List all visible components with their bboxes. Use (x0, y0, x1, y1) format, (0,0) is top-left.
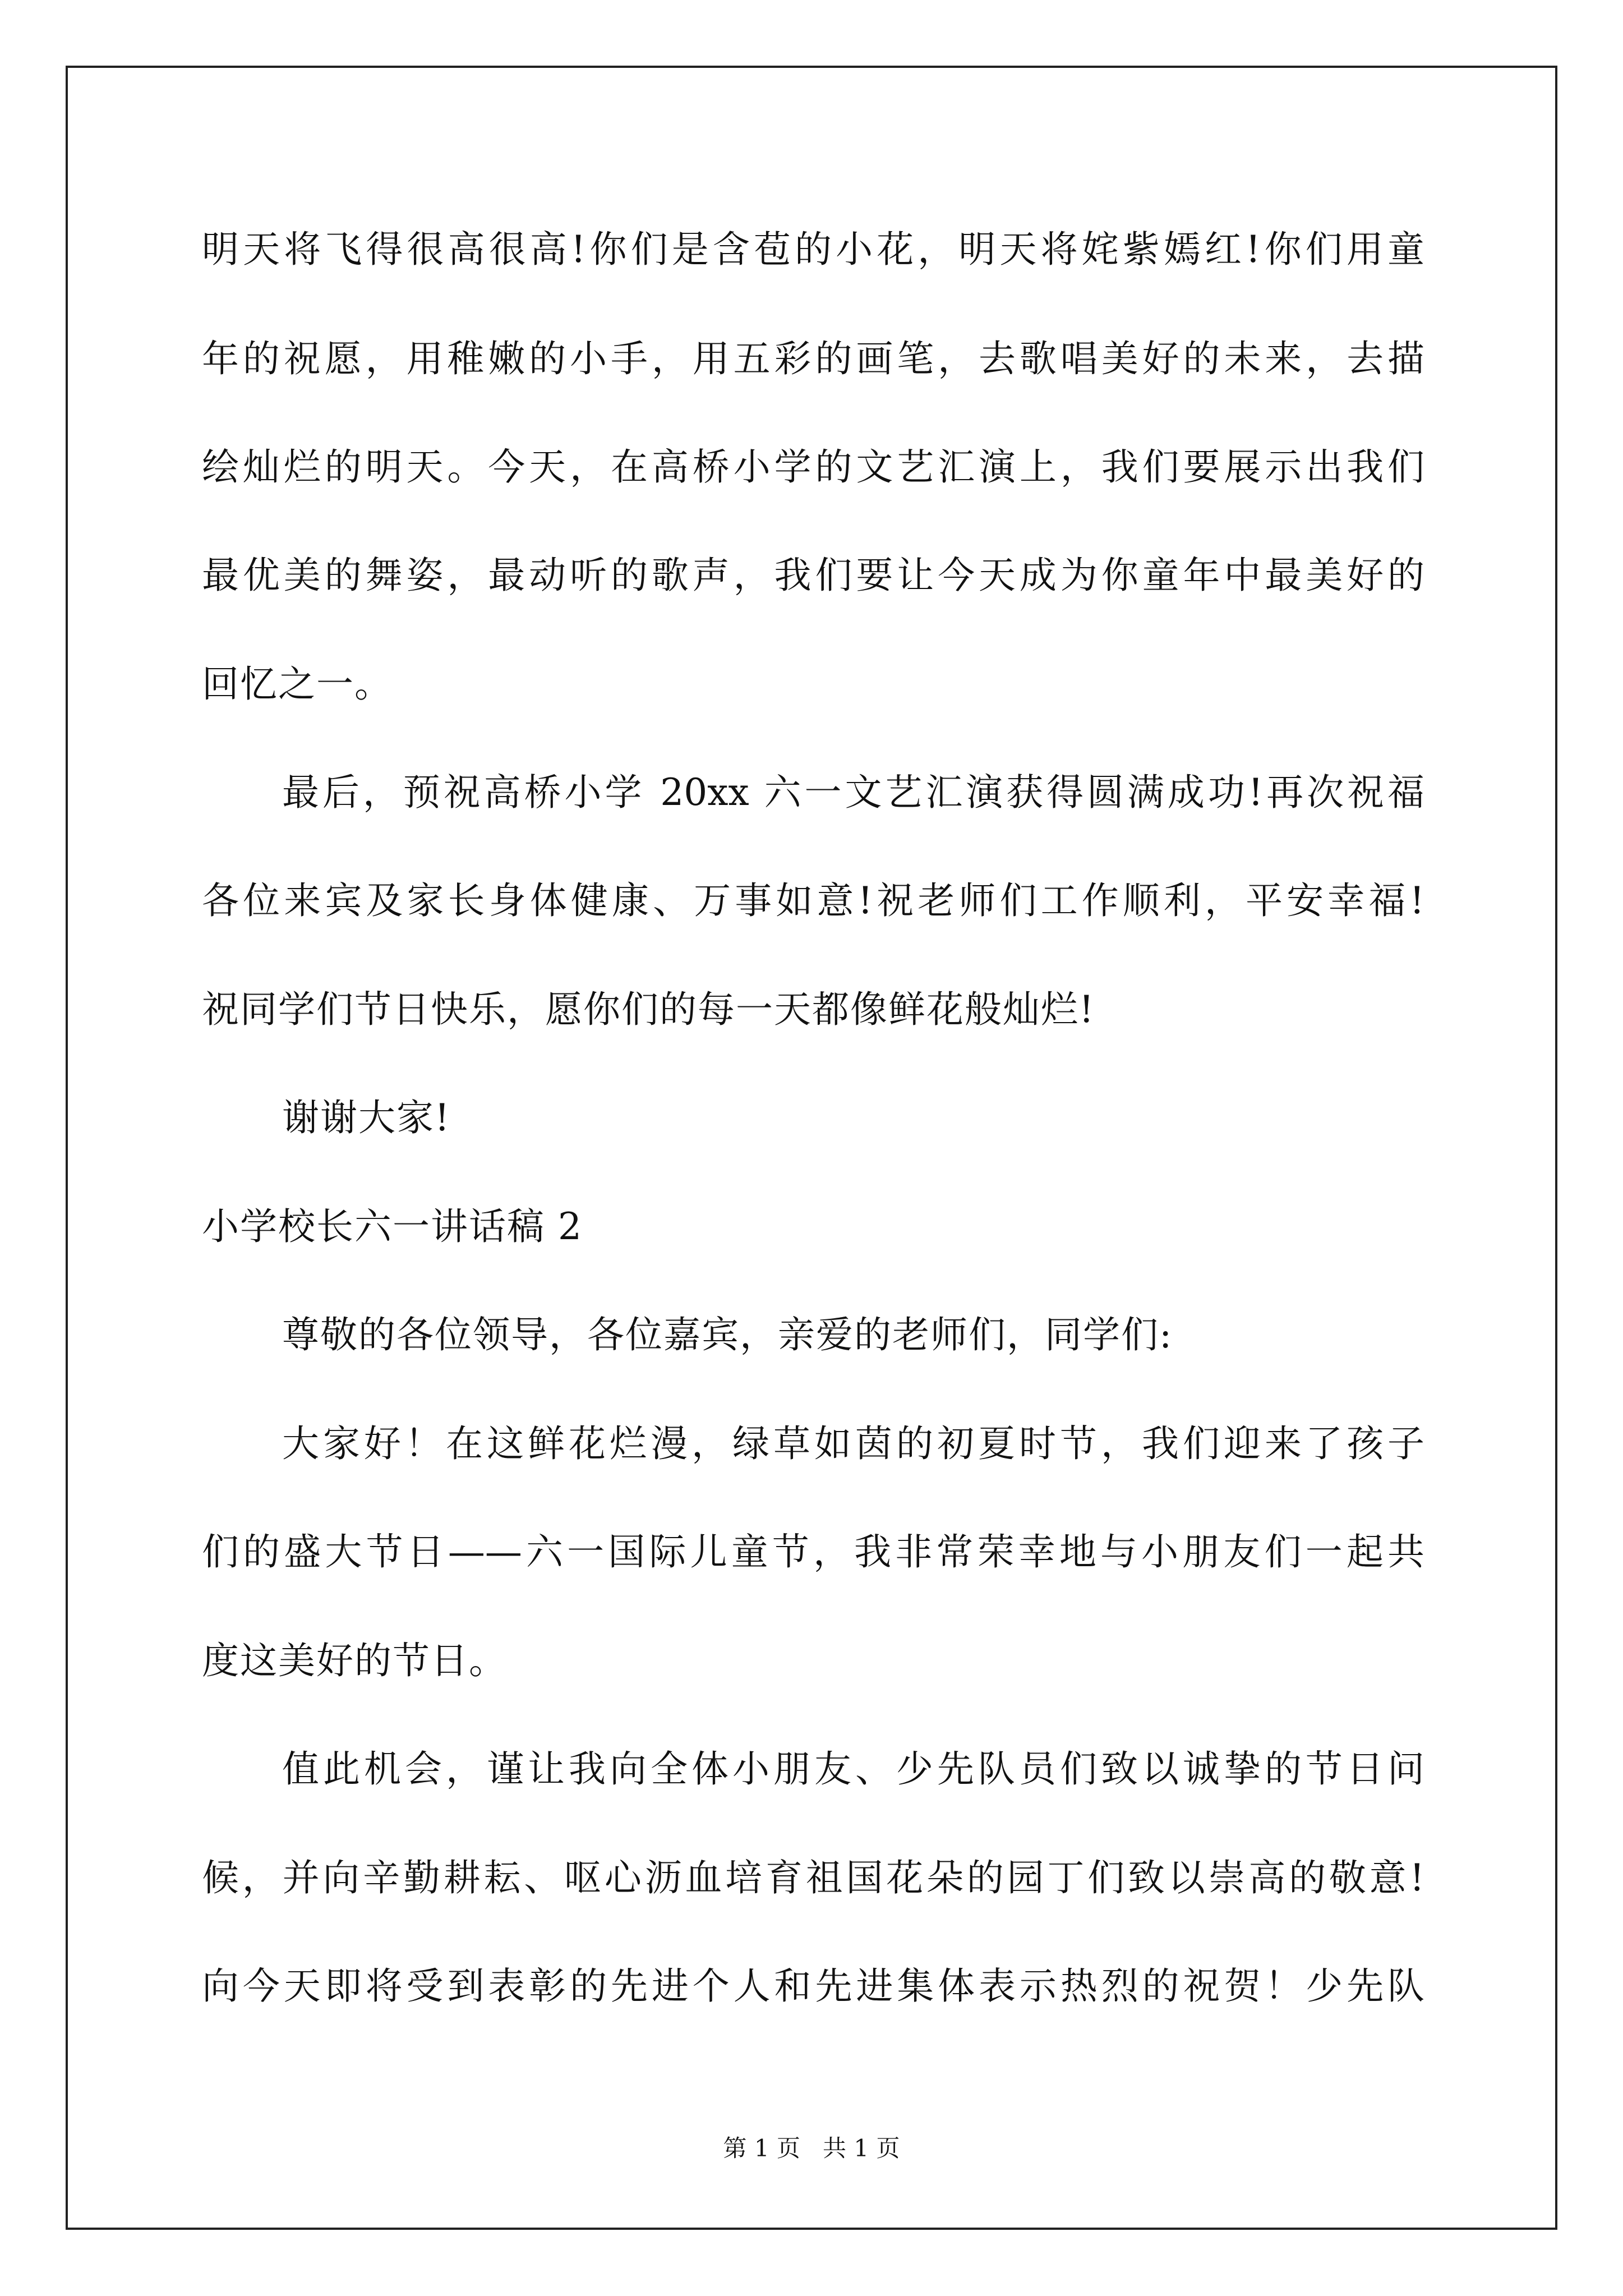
body-line: 明天将飞得很高很高!你们是含苞的小花，明天将姹紫嫣红!你们用童 (202, 228, 1424, 271)
body-line-indented: 值此机会，谨让我向全体小朋友、少先队员们致以诚挚的节日问 (282, 1747, 1424, 1791)
body-line: 向今天即将受到表彰的先进个人和先进集体表示热烈的祝贺！少先队 (202, 1964, 1424, 2008)
body-line: 们的盛大节日——六一国际儿童节，我非常荣幸地与小朋友们一起共 (202, 1530, 1424, 1573)
page-number-footer: 第 1 页 共 1 页 (723, 2134, 900, 2162)
body-line: 祝同学们节日快乐，愿你们的每一天都像鲜花般灿烂! (202, 988, 1095, 1031)
body-line: 最优美的舞姿，最动听的歌声，我们要让今天成为你童年中最美好的 (202, 554, 1424, 597)
body-line: 回忆之一。 (202, 662, 393, 706)
body-line-indented: 大家好！在这鲜花烂漫，绿草如茵的初夏时节，我们迎来了孩子 (282, 1422, 1424, 1465)
body-line: 绘灿烂的明天。今天，在高桥小学的文艺汇演上，我们要展示出我们 (202, 445, 1424, 489)
page-border (66, 66, 1557, 2230)
body-line: 候，并向辛勤耕耘、呕心沥血培育祖国花朵的园丁们致以崇高的敬意! (202, 1856, 1424, 1899)
salutation: 尊敬的各位领导，各位嘉宾，亲爱的老师们，同学们: (282, 1313, 1173, 1356)
body-line: 年的祝愿，用稚嫩的小手，用五彩的画笔，去歌唱美好的未来，去描 (202, 337, 1424, 380)
closing-thanks: 谢谢大家! (282, 1096, 451, 1139)
section-heading: 小学校长六一讲话稿 2 (202, 1205, 583, 1248)
body-line: 各位来宾及家长身体健康、万事如意!祝老师们工作顺利，平安幸福! (202, 879, 1424, 922)
body-line: 度这美好的节日。 (202, 1639, 507, 1682)
body-line-indented: 最后，预祝高桥小学 20xx 六一文艺汇演获得圆满成功!再次祝福 (282, 771, 1424, 814)
